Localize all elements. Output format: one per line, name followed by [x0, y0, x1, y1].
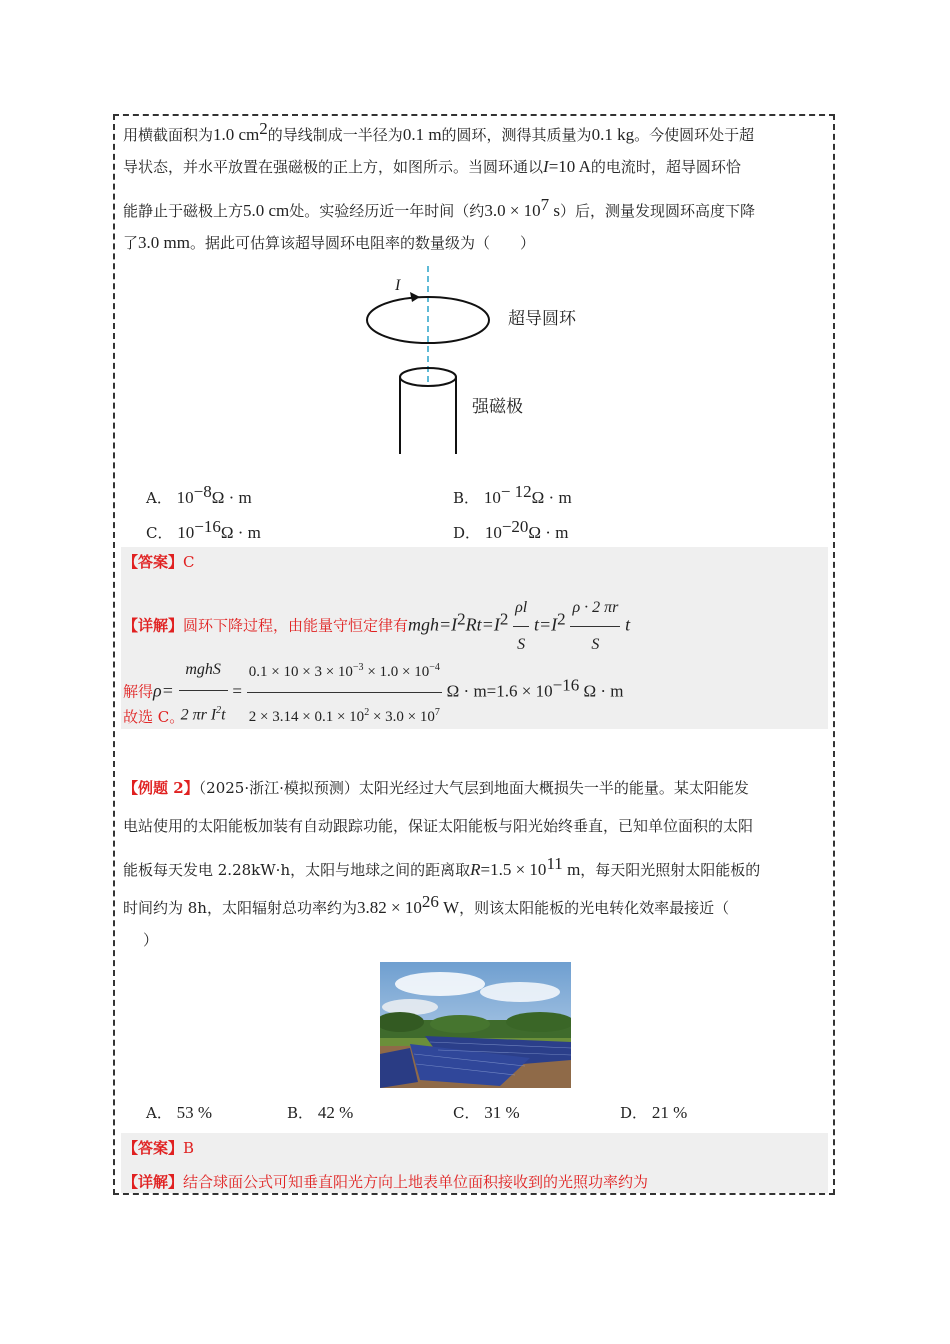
fig-magnet-label: 强磁极 [472, 397, 523, 417]
solar-panel-image [380, 962, 571, 1088]
q2-option-b[interactable]: B． 42 % [287, 1103, 354, 1122]
q1-answer: 【答案】C [123, 553, 195, 571]
q1-solution-eq: 解得ρ= $\frac{\text{mghS}}{2 \pi r I^2t}$ = $\frac{0.1 \times 10 \times 3 \times 10^{-3} \times 1.0 \times 10^{-4}}{2 \times 3.14 \times 0.1 \times 10^2 \times 3.0 \times 10^7}$ $\Omega \cdot m=1.6 \times 10^{-16}$ Ω · m [123, 648, 623, 737]
tree [430, 1015, 490, 1033]
cloud [480, 982, 560, 1002]
q1-conclusion: 故选 C。 [123, 708, 185, 726]
q2-line5: ） [143, 931, 159, 949]
q2-option-c[interactable]: C． 31 % [453, 1103, 520, 1122]
q1-line3: 能静止于磁极上方5.0 cm处。实验经历近一年时间（约$3.0 \times 10^7$ s）后，测量发现圆环高度下降 [123, 195, 756, 220]
q1-option-a[interactable]: A． $10^{-8}\Omega \cdot m$ [146, 482, 252, 507]
q2-answer: 【答案】B [123, 1139, 195, 1157]
q2-detail: 【详解】结合球面公式可知垂直阳光方向上地表单位面积接收到的光照功率约为 [123, 1173, 649, 1191]
q1-option-d[interactable]: D． $10^{-20}\Omega \cdot m$ [453, 517, 569, 542]
q2-line4: 时间约为 8h，太阳辐射总功率约为$3.82 \times 10^{26}$ W，则该太阳能板的光电转化效率最接近（ [123, 892, 730, 917]
q2-line2: 电站使用的太阳能板加装有自动跟踪功能，保证太阳能板与阳光始终垂直，已知单位面积的太阳 [123, 817, 754, 835]
q1-option-c[interactable]: C． $10^{-16}\Omega \cdot m$ [146, 517, 261, 542]
q2-line3: 能板每天发电 2.28kW·h，太阳与地球之间的距离取$R=1.5 \times 10^{11}$ m，每天阳光照射太阳能板的 [123, 854, 761, 879]
fig-ring-label: 超导圆环 [508, 309, 576, 329]
q1-option-b[interactable]: B． $10^{- 12}\Omega \cdot m$ [453, 482, 572, 507]
current-arrow-icon [410, 292, 420, 302]
cloud [395, 972, 485, 996]
fig-current-label: I [395, 277, 401, 294]
q2-option-d[interactable]: D． 21 % [620, 1103, 688, 1122]
q1-line1: 用横截面积为1.0 $cm^2$的导线制成一半径为0.1 m的圆环，测得其质量为0.1 kg。今使圆环处于超 [123, 119, 755, 144]
cloud [382, 999, 438, 1015]
q2-option-a[interactable]: A． 53 % [146, 1103, 213, 1122]
q1-detail-eq: 【详解】圆环下降过程，由能量守恒定律有$mgh=I^2Rt=I^2$ $\frac{\rho l}{S}$ $t=I^2$ $\frac{\rho \cdot 2 \pi r}{S}$ t [123, 590, 630, 663]
q1-line2: 导状态，并水平放置在强磁极的正上方，如图所示。当圆环通以I=10 A的电流时，超导圆环恰 [123, 157, 741, 176]
tree [506, 1012, 571, 1032]
q2-line1: 【例题 2】（2025·浙江·模拟预测）太阳光经过大气层到地面大概损失一半的能量。某太阳能发 [123, 779, 749, 797]
q1-line4: 了3.0 mm。据此可估算该超导圆环电阻率的数量级为（ ） [123, 233, 535, 252]
